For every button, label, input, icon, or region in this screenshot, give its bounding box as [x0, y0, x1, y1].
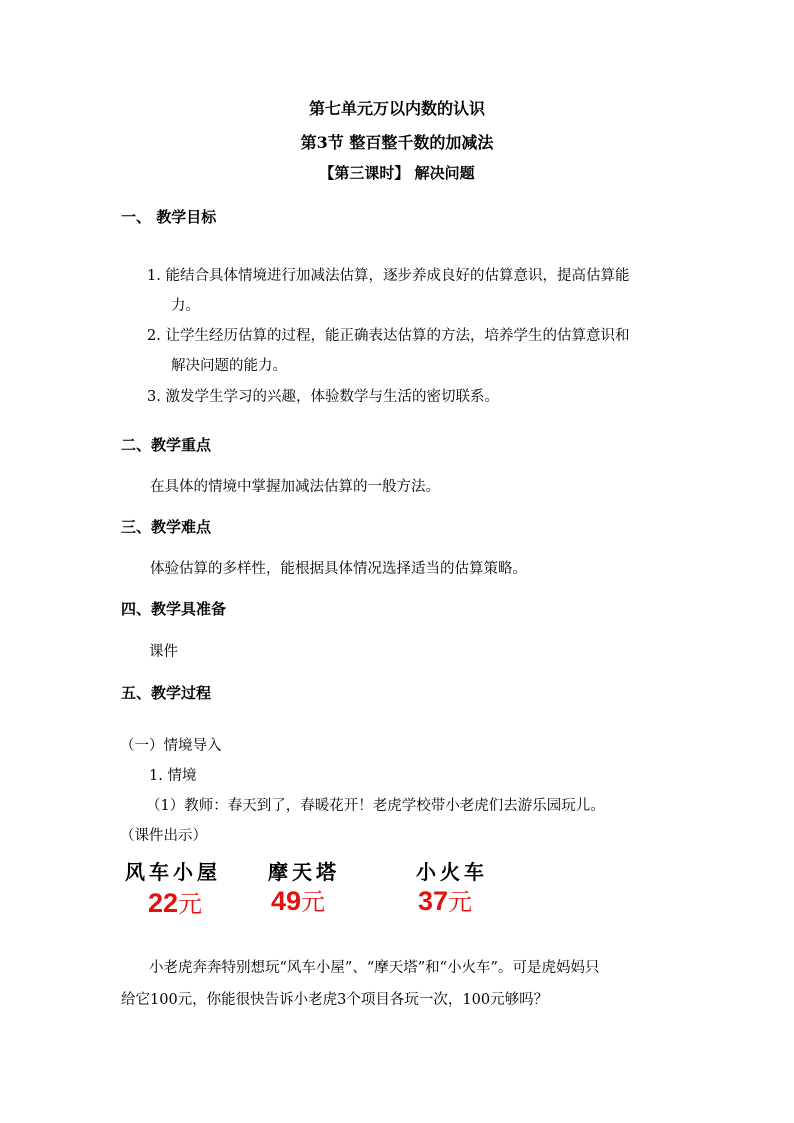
materials-text: 课件: [149, 644, 178, 660]
courseware-label: （课件出示）: [120, 828, 207, 844]
ride-name-tower: 摩天塔: [268, 860, 340, 884]
price-unit: 元: [178, 890, 203, 918]
price-value: 49: [271, 886, 302, 916]
ride-price-tower: [271, 882, 325, 917]
ride-name-train: 小火车: [416, 860, 488, 884]
key-points-text: 在具体的情境中掌握加减法估算的一般方法。: [150, 479, 440, 495]
teacher-line: （1）教师：春天到了，春暖花开！老虎学校带小老虎们去游乐园玩儿。: [146, 798, 605, 814]
objective-1-line1: 1. 能结合具体情境进行加减法估算，逐步养成良好的估算意识，提高估算能: [147, 268, 630, 284]
difficulties-heading: 三、教学难点: [121, 518, 212, 536]
ride-price-train: [418, 882, 472, 917]
objective-2-line2: 解决问题的能力。: [171, 358, 287, 374]
objectives-heading: 一、 教学目标: [121, 208, 217, 226]
key-points-heading: 二、教学重点: [121, 436, 212, 454]
price-value: 37: [418, 886, 449, 916]
objective-2-line1: 2. 让学生经历估算的过程，能正确表达估算的方法，培养学生的估算意识和: [147, 328, 630, 344]
lesson-title: 【第三课时】 解决问题: [319, 164, 475, 182]
price-unit: 元: [448, 888, 473, 916]
ride-name-windmill: 风车小屋: [125, 860, 221, 884]
section-title: 第3节 整百整千数的加减法: [300, 133, 494, 152]
question-line1: 小老虎奔奔特别想玩“风车小屋”、“摩天塔”和“小火车”。可是虎妈妈只: [149, 960, 600, 976]
materials-heading: 四、教学具准备: [121, 600, 227, 618]
unit-title: 第七单元万以内数的认识: [308, 99, 485, 118]
objective-3: 3. 激发学生学习的兴趣，体验数学与生活的密切联系。: [147, 389, 499, 405]
difficulties-text: 体验估算的多样性，能根据具体情况选择适当的估算策略。: [150, 561, 527, 577]
objective-1-line2: 力。: [171, 298, 200, 314]
price-unit: 元: [301, 888, 326, 916]
process-subheading: （一）情境导入: [120, 738, 222, 754]
price-value: 22: [148, 888, 179, 918]
process-heading: 五、教学过程: [121, 684, 212, 702]
ride-price-windmill: [148, 884, 202, 919]
process-item-label: 1. 情境: [149, 768, 197, 784]
question-line2: 给它100元，你能很快告诉小老虎3个项目各玩一次，100元够吗？: [121, 992, 549, 1008]
